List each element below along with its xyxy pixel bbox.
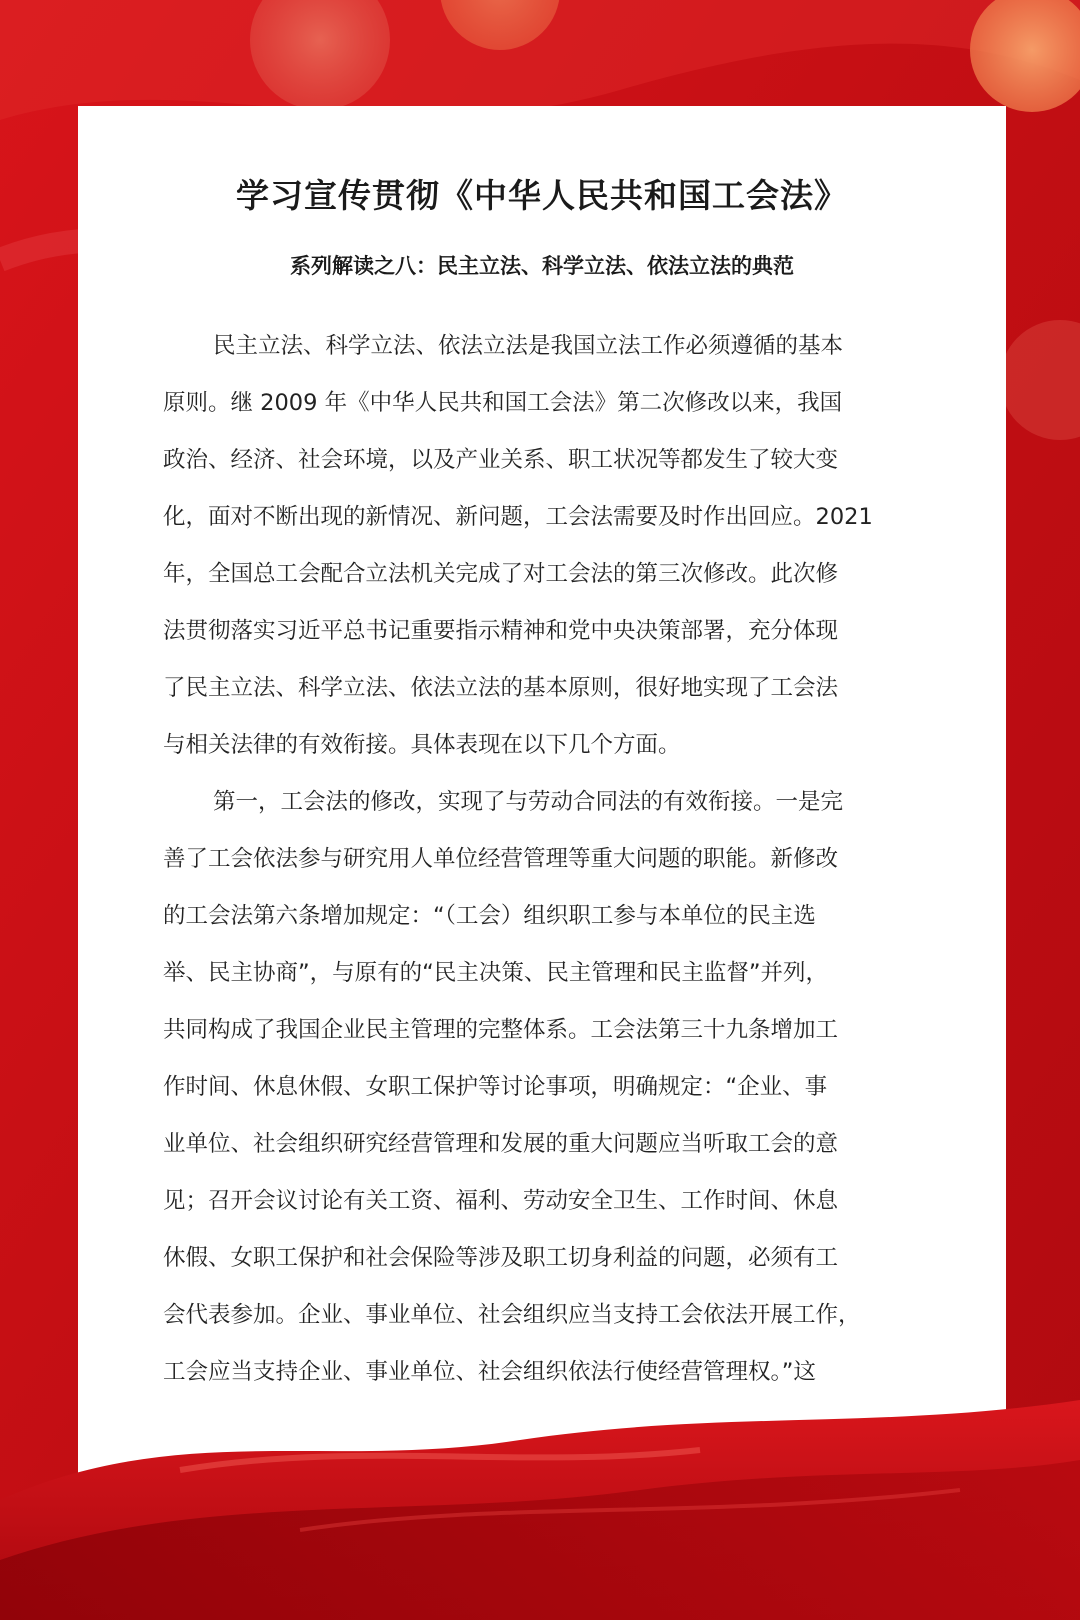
body-line: 工会应当支持企业、事业单位、社会组织依法行使经营管理权。”这 [163, 1359, 816, 1385]
article-card [78, 106, 1006, 1516]
body-line: 第一，工会法的修改，实现了与劳动合同法的有效衔接。一是完 [213, 789, 844, 815]
article-title: 学习宣传贯彻《中华人民共和国工会法》 [236, 176, 848, 215]
body-line: 政治、经济、社会环境，以及产业关系、职工状况等都发生了较大变 [163, 447, 839, 473]
body-line: 举、民主协商”，与原有的“民主决策、民主管理和民主监督”并列， [163, 960, 828, 986]
body-line: 共同构成了我国企业民主管理的完整体系。工会法第三十九条增加工 [163, 1017, 839, 1043]
body-line: 与相关法律的有效衔接。具体表现在以下几个方面。 [163, 732, 681, 758]
body-line: 业单位、社会组织研究经营管理和发展的重大问题应当听取工会的意 [163, 1131, 839, 1157]
article-body [163, 318, 923, 1401]
body-line: 见；召开会议讨论有关工资、福利、劳动安全卫生、工作时间、休息 [163, 1188, 839, 1214]
body-line: 法贯彻落实习近平总书记重要指示精神和党中央决策部署，充分体现 [163, 618, 839, 644]
article-subtitle: 系列解读之八：民主立法、科学立法、依法立法的典范 [290, 254, 794, 278]
body-line: 民主立法、科学立法、依法立法是我国立法工作必须遵循的基本 [213, 333, 844, 359]
body-line: 作时间、休息休假、女职工保护等讨论事项，明确规定：“企业、事 [163, 1074, 828, 1100]
body-line: 的工会法第六条增加规定：“（工会）组织职工参与本单位的民主选 [163, 903, 816, 929]
body-line: 善了工会依法参与研究用人单位经营管理等重大问题的职能。新修改 [163, 846, 839, 872]
body-line: 年，全国总工会配合立法机关完成了对工会法的第三次修改。此次修 [163, 561, 839, 587]
body-line: 了民主立法、科学立法、依法立法的基本原则，很好地实现了工会法 [163, 675, 839, 701]
body-line: 会代表参加。企业、事业单位、社会组织应当支持工会依法开展工作， [163, 1302, 861, 1328]
body-line: 休假、女职工保护和社会保险等涉及职工切身利益的问题，必须有工 [163, 1245, 839, 1271]
body-line: 原则。继 2009 年《中华人民共和国工会法》第二次修改以来，我国 [163, 390, 843, 416]
body-line: 化，面对不断出现的新情况、新问题，工会法需要及时作出回应。2021 [163, 504, 873, 530]
